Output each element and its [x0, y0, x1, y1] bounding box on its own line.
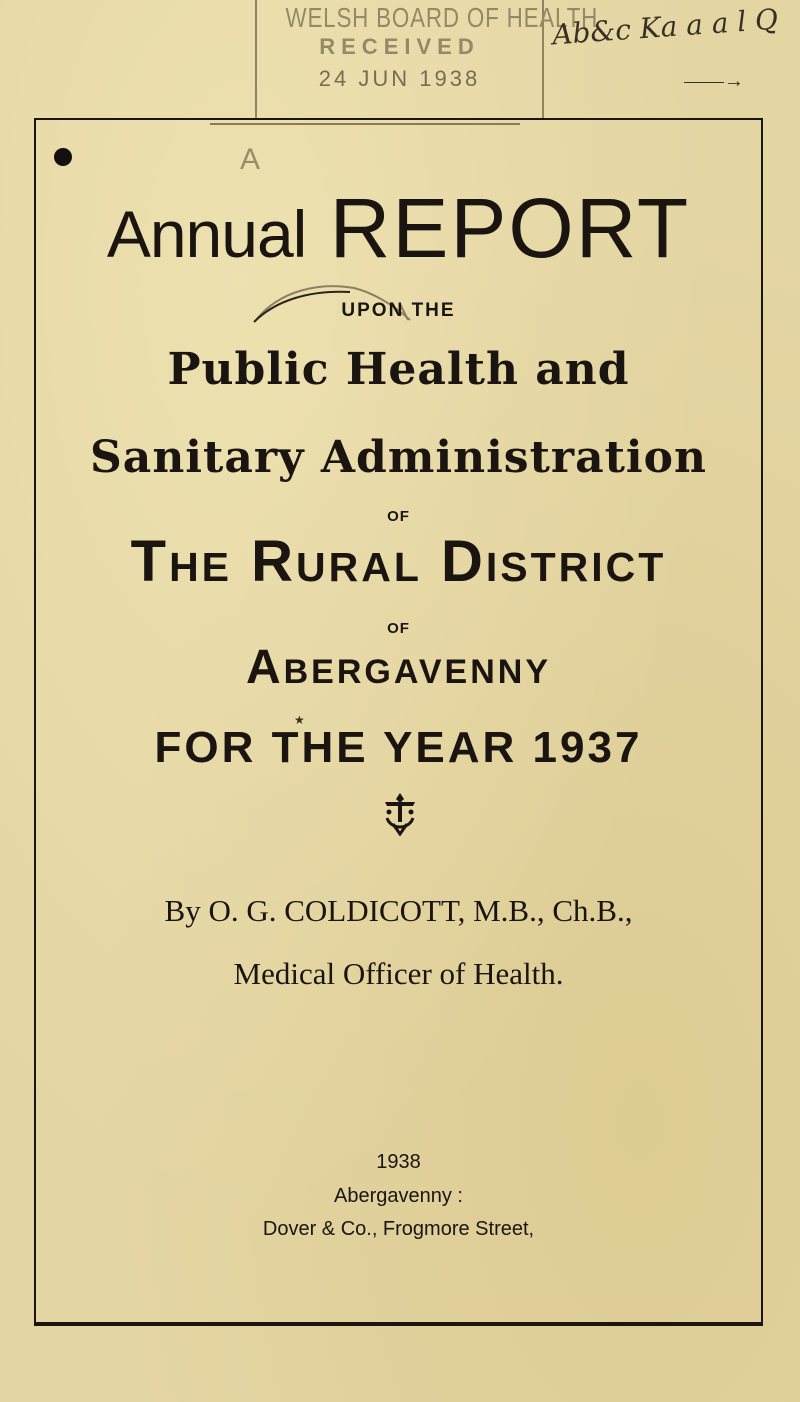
signature-arrow: ——→: [684, 70, 744, 92]
report-heading: [34, 180, 763, 282]
publication-place: Abergavenny :: [334, 1185, 463, 1207]
subject-line-2: Sanitary Administration: [90, 432, 707, 483]
stamp-issuer: WELSH BOARD OF HEALTH: [285, 2, 599, 33]
author-role: Medical Officer of Health.: [233, 956, 564, 991]
ink-mark: ★: [294, 713, 305, 727]
place-name: Abergavenny: [245, 641, 552, 694]
stamp-date: 24 JUN 1938: [318, 66, 481, 91]
handwritten-signature: Ab&c Ka a a l Q: [551, 2, 780, 52]
stamp-letter-box: [210, 123, 520, 187]
heading-annual: Annual: [106, 197, 307, 271]
stamp-received: RECEIVED: [319, 34, 480, 59]
publication-year: 1938: [376, 1151, 421, 1173]
report-year: FOR THE YEAR 1937: [154, 723, 643, 772]
subject-line-1: Public Health and: [167, 344, 630, 395]
publisher-name: Dover & Co., Frogmore Street,: [262, 1218, 535, 1240]
author-name: By O. G. COLDICOTT, M.B., Ch.B.,: [164, 893, 633, 928]
of-label-2: OF: [387, 620, 410, 637]
district-title: The Rural District: [130, 529, 667, 594]
bullet-dot-icon: [54, 148, 72, 166]
upon-the-label: UPON THE: [341, 300, 456, 321]
heading-report: REPORT: [329, 181, 691, 275]
received-stamp: [255, 0, 599, 118]
crest-emblem-icon: [377, 790, 423, 836]
of-label-1: OF: [387, 508, 410, 525]
stamp-letter: A: [240, 143, 261, 176]
